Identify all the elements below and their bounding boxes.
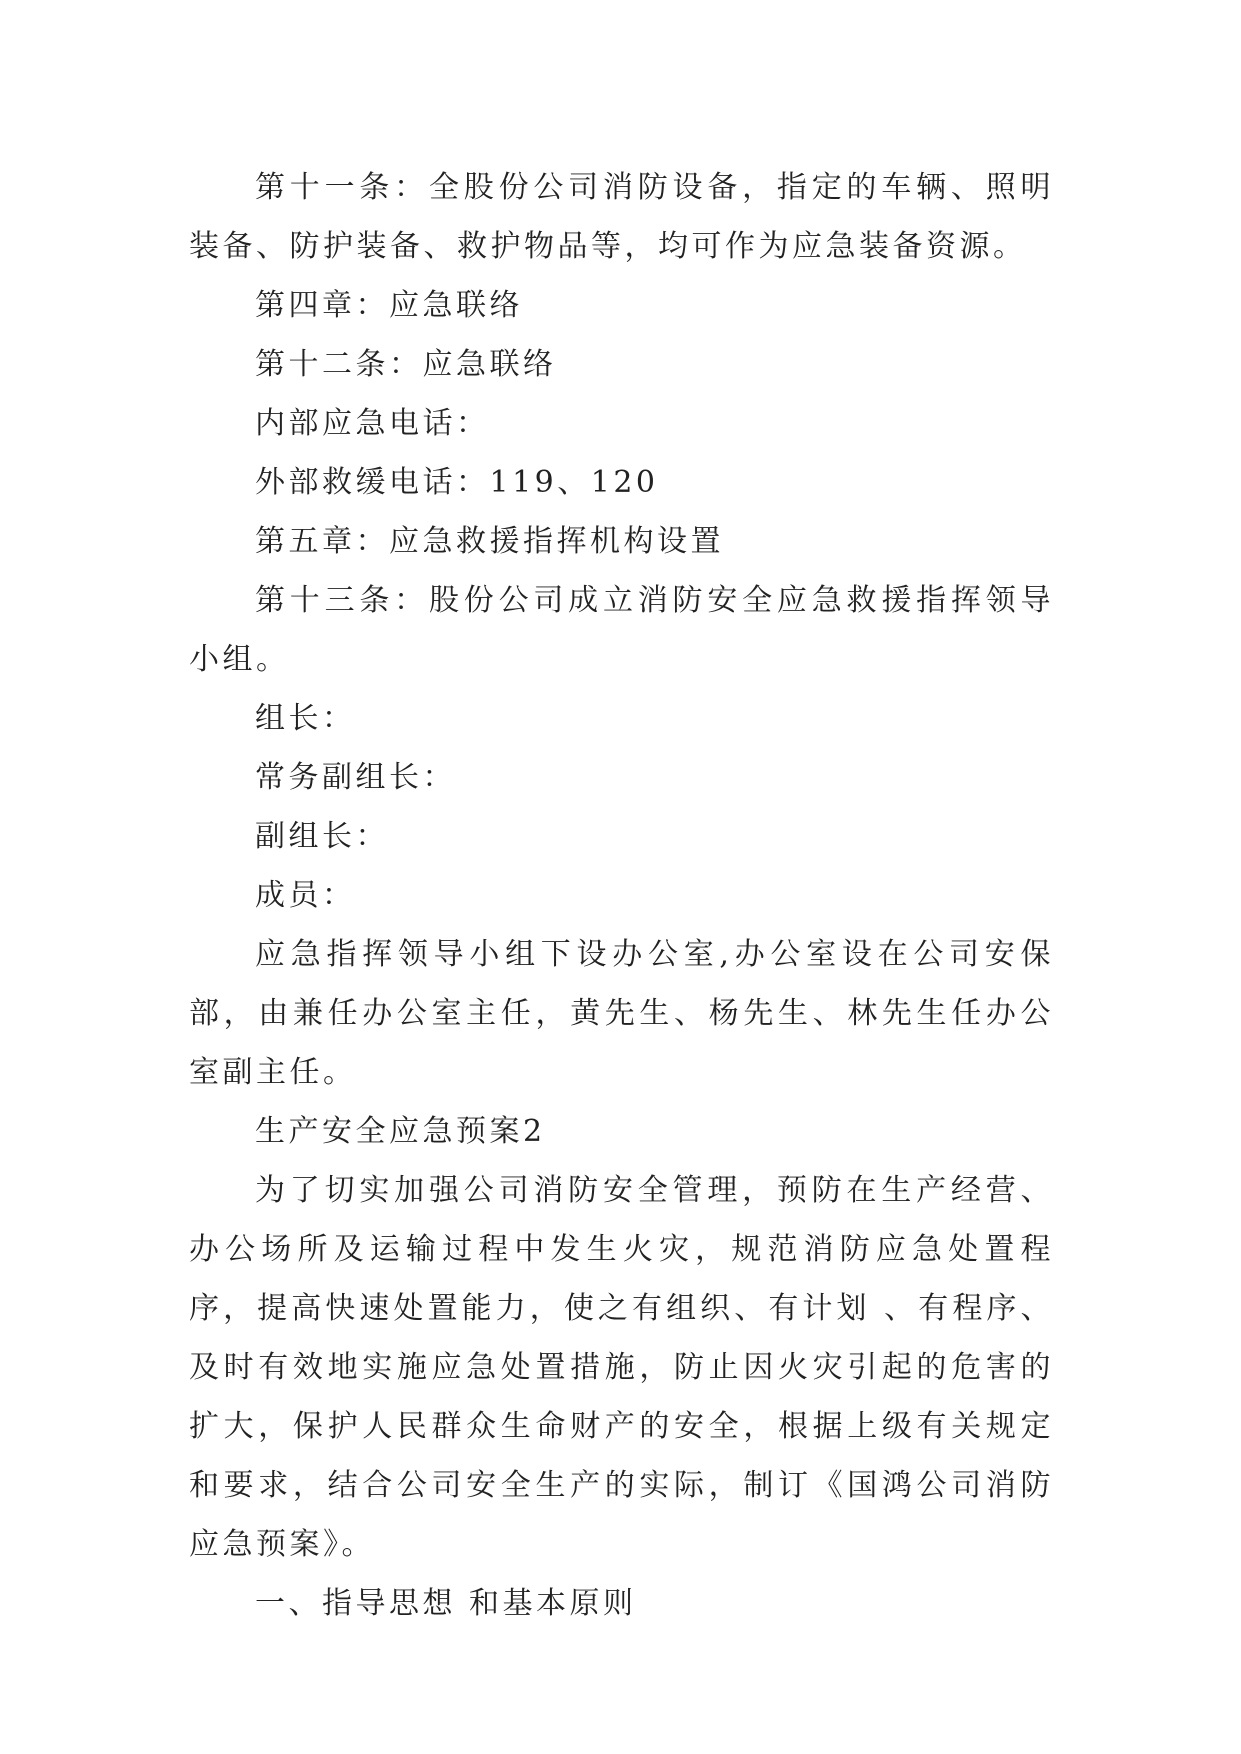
deputy-leader-line: 副组长： (255, 819, 389, 854)
paragraph-article-13: 第十三条：股份公司成立消防安全应急救援指挥领导小组。 (189, 583, 1054, 677)
external-phone-line: 外部救缓电话：119、120 (255, 465, 659, 500)
section-1-heading: 一、指导思想 和基本原则 (255, 1586, 637, 1621)
document-body (189, 158, 1054, 1633)
team-leader-line: 组长： (255, 701, 356, 736)
purpose-paragraph: 为了切实加强公司消防安全管理，预防在生产经营、办公场所及运输过程中发生火灾，规范消防应急处置程序，提高快速处置能力，使之有组织、有计划 、有程序、及时有效地实施应急处置措施，防止因火灾引起的危害的扩大，保护人民群众生命财产的安全，根据上级有关规定和要求，结合公司安全生产的实际，制订《国鸿公司消防应急预案》。 (189, 1173, 1054, 1562)
paragraph-article-12: 第十二条：应急联络 (255, 347, 557, 382)
paragraph-article-11: 第十一条：全股份公司消防设备，指定的车辆、照明装备、防护装备、救护物品等，均可作为应急装备资源。 (189, 170, 1054, 264)
office-setup-paragraph: 应急指挥领导小组下设办公室,办公室设在公司安保部，由兼任办公室主任，黄先生、杨先生、林先生任办公室副主任。 (189, 937, 1054, 1090)
plan-2-title: 生产安全应急预案2 (255, 1114, 546, 1149)
chapter-5-heading: 第五章：应急救援指挥机构设置 (255, 524, 724, 559)
executive-deputy-leader-line: 常务副组长： (255, 760, 456, 795)
members-line: 成员： (255, 878, 356, 913)
internal-phone-line: 内部应急电话： (255, 406, 490, 441)
chapter-4-heading: 第四章：应急联络 (255, 288, 523, 323)
